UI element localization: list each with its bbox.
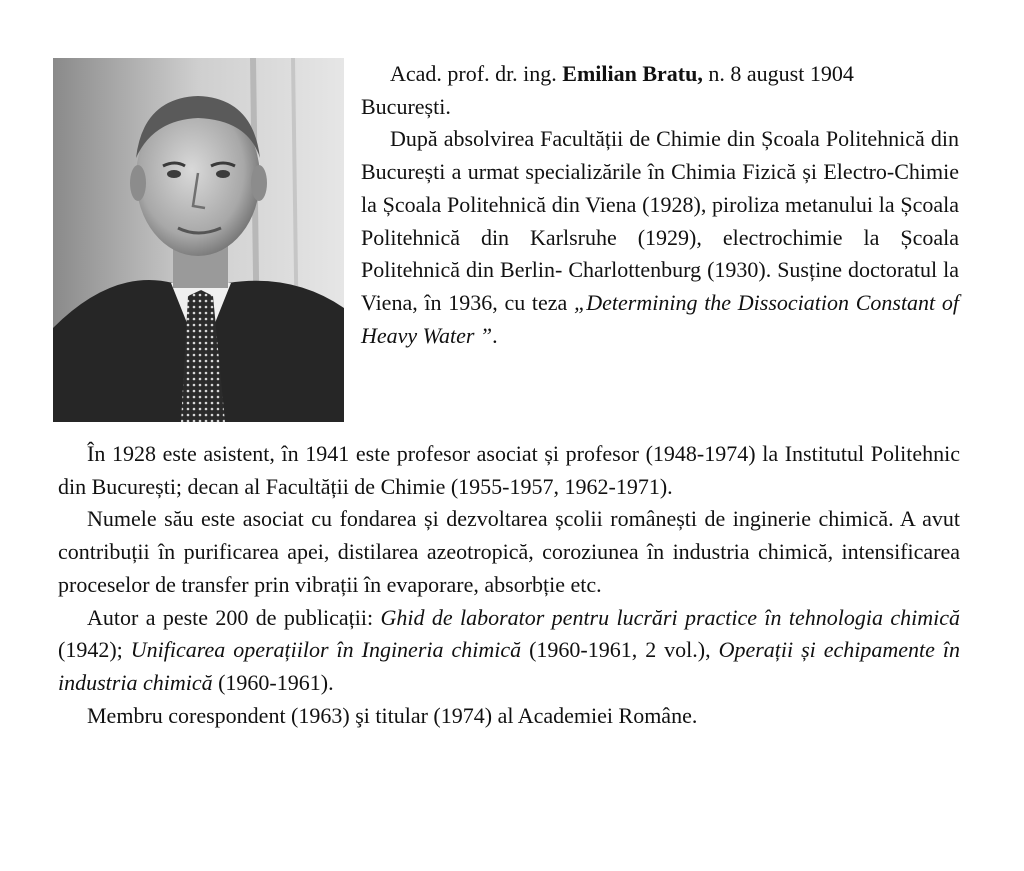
- main-text-block: [58, 438, 960, 732]
- intro-paragraph: [361, 58, 959, 123]
- publications-intro: Autor a peste 200 de publicații:: [87, 604, 381, 630]
- portrait-photo: [53, 58, 344, 422]
- education-end: .: [492, 322, 498, 348]
- academy-paragraph: Membru corespondent (1963) şi titular (1974) al Academiei Române.: [87, 702, 698, 728]
- publication-title-1: Ghid de laborator pentru lucrări practice în tehnologia chimică: [380, 604, 960, 630]
- thesis-title: „Determining the Dissociation Constant of Heavy Water ”: [361, 289, 959, 348]
- birthplace: București.: [361, 93, 451, 119]
- side-text-block: [361, 58, 959, 352]
- education-paragraph: [361, 123, 959, 352]
- publication-year-3: (1960-1961).: [212, 669, 334, 695]
- birth-date: n. 8 august 1904: [702, 61, 854, 86]
- publication-year-2: (1960-1961, 2 vol.),: [521, 637, 719, 663]
- title-prefix: Acad. prof. dr. ing.: [390, 61, 563, 86]
- publication-title-2: Unificarea operațiilor în Ingineria chimică: [130, 637, 522, 663]
- portrait-illustration: [53, 58, 344, 422]
- person-name: Emilian Bratu,: [562, 61, 703, 86]
- contributions-paragraph: Numele său este asociat cu fondarea și dezvoltarea școlii românești de inginerie chimică. A avut contribuții în purificarea apei, distilarea azeotropică, coroziunea în industria chimică, intensificarea proceselor de transfer prin vibrații în evaporare, absorbție etc.: [58, 506, 960, 597]
- publications-paragraph: [58, 602, 960, 700]
- career-paragraph: În 1928 este asistent, în 1941 este profesor asociat și profesor (1948-1974) la Institutul Politehnic din București; decan al Facultății de Chimie (1955-1957, 1962-1971).: [58, 441, 960, 499]
- publication-year-1: (1942);: [58, 637, 131, 663]
- publication-title-3: Operații și echipamente în industria chimică: [58, 637, 961, 695]
- education-text: După absolvirea Facultății de Chimie din Școala Politehnică din București a urmat specializările în Chimia Fizică și Electro-Chimie la Școala Politehnică din Viena (1928), piroliza metanului la Școala Politehnică din Karlsruhe (1929), electrochimie la Școala Politehnică din Berlin- Charlottenburg (1930). Susține doctoratul la Viena, în 1936, cu teza: [361, 126, 959, 315]
